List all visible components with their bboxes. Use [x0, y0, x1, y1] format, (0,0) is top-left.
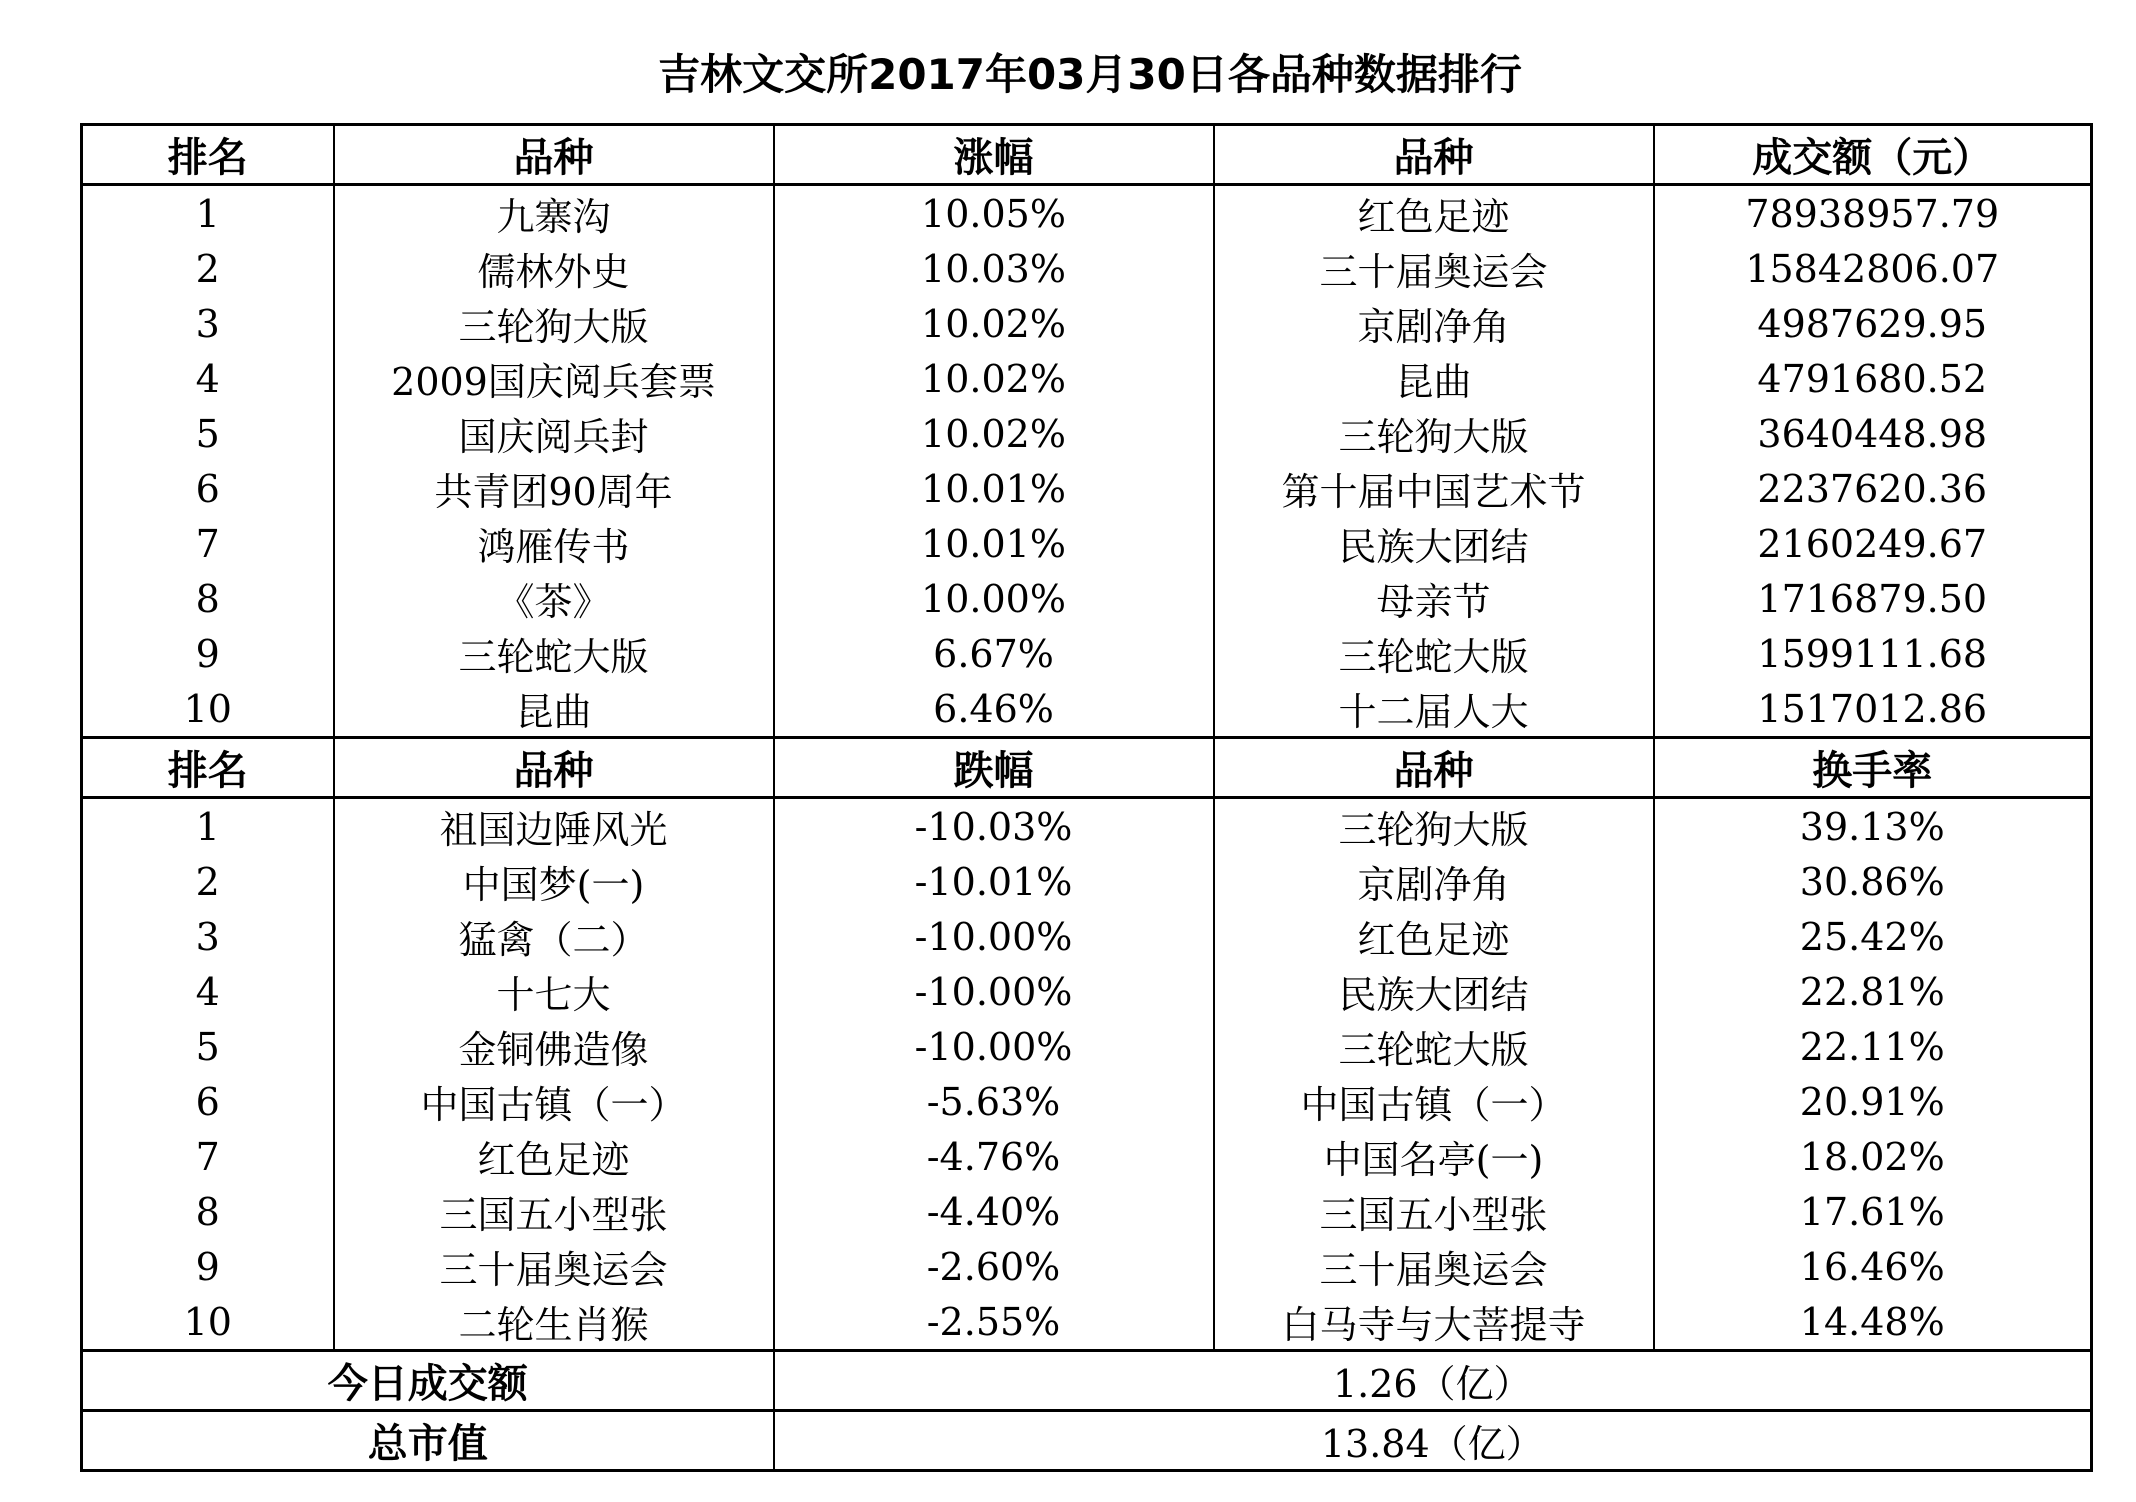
loss-cell: -2.60%: [774, 1239, 1214, 1294]
header-rank: 排名: [82, 125, 334, 185]
amount-cell: 3640448.98: [1654, 406, 2092, 461]
variety-cell: 三国五小型张: [334, 1184, 774, 1239]
gain-cell: 10.00%: [774, 571, 1214, 626]
variety-cell: 第十届中国艺术节: [1214, 461, 1654, 516]
amount-cell: 4987629.95: [1654, 296, 2092, 351]
gain-cell: 10.02%: [774, 406, 1214, 461]
variety-cell: 祖国边陲风光: [334, 798, 774, 855]
table-row: [82, 626, 2092, 681]
table-row: [82, 854, 2092, 909]
gain-cell: 10.02%: [774, 296, 1214, 351]
header-turnover-rate: 换手率: [1654, 738, 2092, 798]
rank-cell: 7: [82, 516, 334, 571]
variety-cell: 中国名亭(一): [1214, 1129, 1654, 1184]
rank-cell: 4: [82, 351, 334, 406]
rank-cell: 1: [82, 798, 334, 855]
table-row: [82, 1129, 2092, 1184]
amount-cell: 15842806.07: [1654, 241, 2092, 296]
market-cap-row: [82, 1411, 2092, 1471]
header-gain: 涨幅: [774, 125, 1214, 185]
turnover-rate-cell: 22.81%: [1654, 964, 2092, 1019]
variety-cell: 共青团90周年: [334, 461, 774, 516]
variety-cell: 2009国庆阅兵套票: [334, 351, 774, 406]
rank-cell: 10: [82, 1294, 334, 1351]
table-row: [82, 516, 2092, 571]
amount-cell: 1599111.68: [1654, 626, 2092, 681]
header-variety: 品种: [1214, 125, 1654, 185]
turnover-rate-cell: 25.42%: [1654, 909, 2092, 964]
variety-cell: 二轮生肖猴: [334, 1294, 774, 1351]
table-row: [82, 1019, 2092, 1074]
header-loss: 跌幅: [774, 738, 1214, 798]
variety-cell: 三轮狗大版: [334, 296, 774, 351]
variety-cell: 鸿雁传书: [334, 516, 774, 571]
turnover-rate-cell: 39.13%: [1654, 798, 2092, 855]
header-variety: 品种: [334, 125, 774, 185]
turnover-rate-cell: 17.61%: [1654, 1184, 2092, 1239]
variety-cell: 三十届奥运会: [334, 1239, 774, 1294]
variety-cell: 民族大团结: [1214, 964, 1654, 1019]
variety-cell: 三轮狗大版: [1214, 798, 1654, 855]
variety-cell: 中国梦(一): [334, 854, 774, 909]
market-cap-row-value: 13.84（亿）: [774, 1411, 2092, 1471]
table-row: [82, 798, 2092, 855]
variety-cell: 三十届奥运会: [1214, 1239, 1654, 1294]
variety-cell: 九寨沟: [334, 185, 774, 242]
loss-cell: -5.63%: [774, 1074, 1214, 1129]
rank-cell: 2: [82, 854, 334, 909]
table-row: [82, 406, 2092, 461]
rank-cell: 3: [82, 296, 334, 351]
rank-cell: 9: [82, 626, 334, 681]
market-cap-row-label: 总市值: [82, 1411, 774, 1471]
header-rank: 排名: [82, 738, 334, 798]
variety-cell: 三轮狗大版: [1214, 406, 1654, 461]
table-row: [82, 1184, 2092, 1239]
loss-cell: -10.03%: [774, 798, 1214, 855]
turnover-rate-cell: 22.11%: [1654, 1019, 2092, 1074]
variety-cell: 猛禽（二）: [334, 909, 774, 964]
gain-cell: 10.05%: [774, 185, 1214, 242]
variety-cell: 十七大: [334, 964, 774, 1019]
rank-cell: 6: [82, 1074, 334, 1129]
turnover-rate-cell: 14.48%: [1654, 1294, 2092, 1351]
variety-cell: 国庆阅兵封: [334, 406, 774, 461]
table-row: [82, 351, 2092, 406]
variety-cell: 三轮蛇大版: [334, 626, 774, 681]
amount-cell: 2160249.67: [1654, 516, 2092, 571]
rank-cell: 5: [82, 1019, 334, 1074]
amount-cell: 4791680.52: [1654, 351, 2092, 406]
rank-cell: 7: [82, 1129, 334, 1184]
rank-cell: 6: [82, 461, 334, 516]
today-volume-row: [82, 1351, 2092, 1411]
today-volume-row-value: 1.26（亿）: [774, 1351, 2092, 1411]
rank-cell: 2: [82, 241, 334, 296]
ranking-table: [80, 123, 2093, 1472]
variety-cell: 白马寺与大菩提寺: [1214, 1294, 1654, 1351]
loss-cell: -10.01%: [774, 854, 1214, 909]
turnover-rate-cell: 30.86%: [1654, 854, 2092, 909]
rank-cell: 5: [82, 406, 334, 461]
rank-cell: 3: [82, 909, 334, 964]
rank-cell: 8: [82, 1184, 334, 1239]
table-row: [82, 1294, 2092, 1351]
gain-cell: 10.01%: [774, 516, 1214, 571]
gain-cell: 10.03%: [774, 241, 1214, 296]
gain-cell: 6.67%: [774, 626, 1214, 681]
rank-cell: 1: [82, 185, 334, 242]
variety-cell: 母亲节: [1214, 571, 1654, 626]
variety-cell: 中国古镇（一）: [1214, 1074, 1654, 1129]
amount-cell: 1517012.86: [1654, 681, 2092, 738]
loss-header-row: [82, 738, 2092, 798]
loss-cell: -10.00%: [774, 964, 1214, 1019]
variety-cell: 儒林外史: [334, 241, 774, 296]
variety-cell: 十二届人大: [1214, 681, 1654, 738]
header-variety: 品种: [334, 738, 774, 798]
variety-cell: 昆曲: [334, 681, 774, 738]
variety-cell: 红色足迹: [1214, 909, 1654, 964]
variety-cell: 京剧净角: [1214, 854, 1654, 909]
table-row: [82, 241, 2092, 296]
gain-cell: 10.02%: [774, 351, 1214, 406]
table-row: [82, 296, 2092, 351]
rank-cell: 9: [82, 1239, 334, 1294]
amount-cell: 2237620.36: [1654, 461, 2092, 516]
table-row: [82, 461, 2092, 516]
variety-cell: 红色足迹: [334, 1129, 774, 1184]
turnover-rate-cell: 16.46%: [1654, 1239, 2092, 1294]
loss-cell: -2.55%: [774, 1294, 1214, 1351]
table-row: [82, 964, 2092, 1019]
gain-header-row: [82, 125, 2092, 185]
table-row: [82, 571, 2092, 626]
rank-cell: 4: [82, 964, 334, 1019]
turnover-rate-cell: 20.91%: [1654, 1074, 2092, 1129]
amount-cell: 78938957.79: [1654, 185, 2092, 242]
page-title: 吉林文交所2017年03月30日各品种数据排行: [658, 50, 1522, 99]
header-variety: 品种: [1214, 738, 1654, 798]
rank-cell: 10: [82, 681, 334, 738]
variety-cell: 京剧净角: [1214, 296, 1654, 351]
loss-cell: -10.00%: [774, 909, 1214, 964]
table-row: [82, 1239, 2092, 1294]
variety-cell: 红色足迹: [1214, 185, 1654, 242]
variety-cell: 金铜佛造像: [334, 1019, 774, 1074]
loss-cell: -10.00%: [774, 1019, 1214, 1074]
variety-cell: 三十届奥运会: [1214, 241, 1654, 296]
header-turnover-amount: 成交额（元）: [1654, 125, 2092, 185]
table-row: [82, 1074, 2092, 1129]
variety-cell: 三国五小型张: [1214, 1184, 1654, 1239]
amount-cell: 1716879.50: [1654, 571, 2092, 626]
variety-cell: 昆曲: [1214, 351, 1654, 406]
gain-cell: 10.01%: [774, 461, 1214, 516]
loss-cell: -4.76%: [774, 1129, 1214, 1184]
variety-cell: 中国古镇（一）: [334, 1074, 774, 1129]
table-row: [82, 681, 2092, 738]
variety-cell: 三轮蛇大版: [1214, 626, 1654, 681]
today-volume-row-label: 今日成交额: [82, 1351, 774, 1411]
turnover-rate-cell: 18.02%: [1654, 1129, 2092, 1184]
variety-cell: 民族大团结: [1214, 516, 1654, 571]
variety-cell: 三轮蛇大版: [1214, 1019, 1654, 1074]
table-row: [82, 909, 2092, 964]
rank-cell: 8: [82, 571, 334, 626]
variety-cell: 《茶》: [334, 571, 774, 626]
table-row: [82, 185, 2092, 242]
gain-cell: 6.46%: [774, 681, 1214, 738]
loss-cell: -4.40%: [774, 1184, 1214, 1239]
